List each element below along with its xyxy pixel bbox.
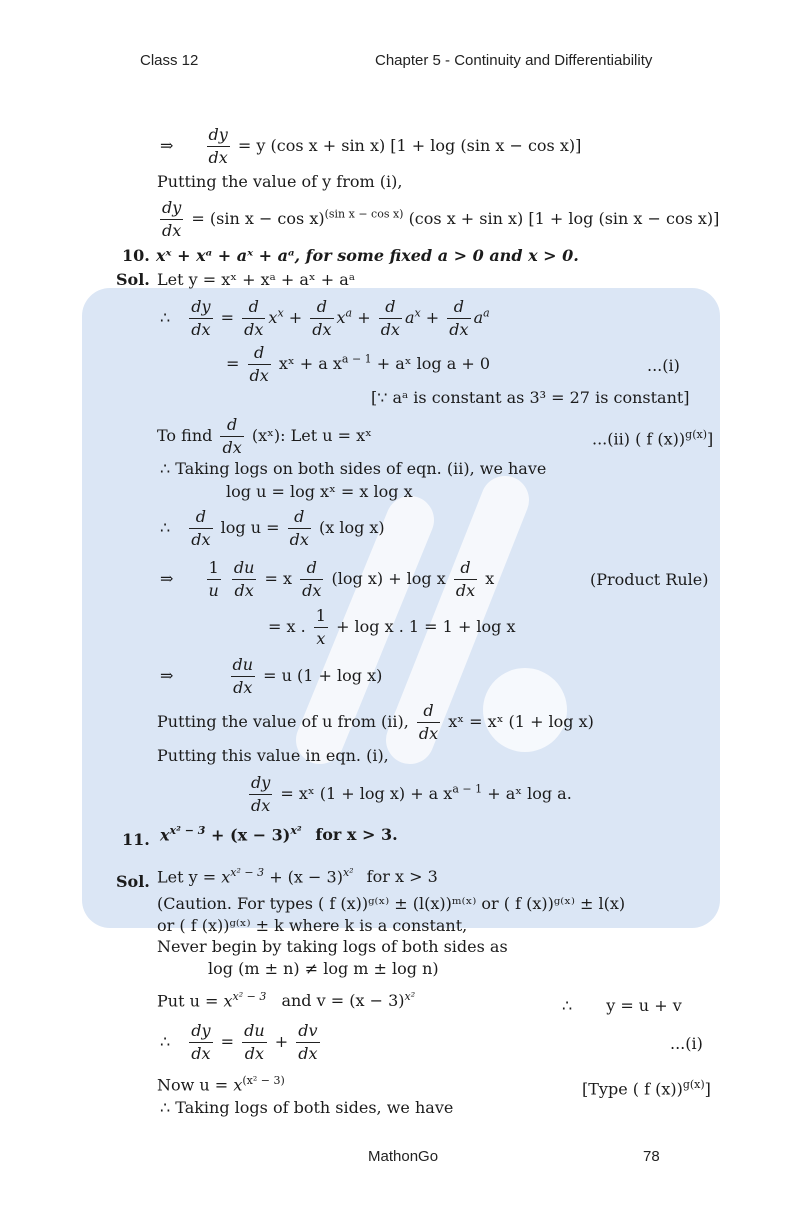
question-number-11: 11. bbox=[122, 830, 150, 849]
equation-du-dx: ⇒ $\frac{du}{dx}$ = u (1 + log x) bbox=[160, 655, 383, 697]
reason-constant: [∵ aᵃ is constant as 3³ = 27 is constant] bbox=[371, 388, 690, 407]
equation-product-rule: ⇒ $\frac{1}{u}$ $\frac{du}{dx}$ = x $\frac{d}{dx}$ (log x) + log x $\frac{d}{dx}$ x bbox=[160, 558, 495, 600]
header-chapter: Chapter 5 - Continuity and Differentiability bbox=[375, 52, 653, 69]
caution-line-1: (Caution. For types ( f (x))ᵍ⁽ˣ⁾ ± (l(x))ᵐ⁽ˣ⁾ or ( f (x))ᵍ⁽ˣ⁾ ± l(x) bbox=[157, 894, 626, 913]
text-taking-logs-11: ∴ Taking logs of both sides, we have bbox=[160, 1098, 454, 1117]
text-taking-logs: ∴ Taking logs on both sides of eqn. (ii), we have bbox=[160, 459, 547, 478]
tag-i-11: ...(i) bbox=[670, 1034, 703, 1053]
solution-label: Sol. bbox=[116, 270, 150, 289]
now-u: Now $u = x^{(x^2 - 3)}$ bbox=[157, 1074, 285, 1095]
therefore-y: ∴ y = u + v bbox=[562, 996, 682, 1015]
caution-line-4: log (m ± n) ≠ log m ± log n) bbox=[208, 959, 439, 978]
type-tag: [Type ( f (x))$^{g(x)}$] bbox=[582, 1078, 711, 1099]
equation-sum-derivative: ∴ $\frac{dy}{dx}$ = $\frac{d}{dx}$ $x^x$ + $\frac{d}{dx}$ $x^a$ + $\frac{d}{dx}$ $a^x$ + $\frac{d}{dx}$ $a^a$ bbox=[160, 297, 490, 339]
header-class: Class 12 bbox=[140, 52, 199, 69]
equation-log-u: log u = log xˣ = x log x bbox=[226, 482, 413, 501]
equation-simplify: = x . $\frac{1}{x}$ + log x . 1 = 1 + log x bbox=[268, 606, 516, 648]
caution-line-2: or ( f (x))ᵍ⁽ˣ⁾ ± k where k is a constant, bbox=[157, 916, 468, 935]
caution-line-3: Never begin by taking logs of both sides as bbox=[157, 937, 508, 956]
text-putting-u: Putting the value of u from (ii), $\frac{d}{dx}$ xˣ = xˣ (1 + log x) bbox=[157, 701, 594, 743]
solution-let: Let y = xˣ + xᵃ + aˣ + aᵃ bbox=[157, 270, 355, 289]
question-10: xˣ + xᵃ + aˣ + aᵃ, for some fixed a > 0 and x > 0. bbox=[156, 246, 579, 265]
solution-let-11: Let $y = x^{x^2 - 3} + (x - 3)^{x^2}$ for x > 3 bbox=[157, 866, 438, 887]
equation-dydx: $\frac{dy}{dx}$ = (sin x − cos x)$^{(sin x - cos x)}$ (cos x + sin x) [1 + log (sin x − cos x)] bbox=[162, 198, 720, 240]
step-implies: ⇒ $\frac{dy}{dx}$ = y (cos x + sin x) [1 + log (sin x − cos x)] bbox=[160, 125, 582, 167]
to-find-line: To find $\frac{d}{dx}$ (xˣ): Let u = xˣ bbox=[157, 415, 372, 457]
page-number: 78 bbox=[643, 1148, 660, 1165]
question-number-10: 10. bbox=[122, 246, 150, 265]
equation-step-2: = $\frac{d}{dx}$ xˣ + a $x^{a - 1}$ + aˣ log a + 0 bbox=[226, 343, 491, 385]
put-u-v: Put $u = x^{x^2 - 3}$ and $v = (x - 3)^{x^2}$ bbox=[157, 990, 416, 1011]
tag-product-rule: (Product Rule) bbox=[590, 570, 709, 589]
text-putting-value: Putting this value in eqn. (i), bbox=[157, 746, 389, 765]
solution-label-11: Sol. bbox=[116, 872, 150, 891]
equation-d-log-u: ∴ $\frac{d}{dx}$ log u = $\frac{d}{dx}$ (x log x) bbox=[160, 507, 385, 549]
equation-final-10: $\frac{dy}{dx}$ = xˣ (1 + log x) + a $x^{a - 1}$ + aˣ log a. bbox=[251, 773, 572, 815]
tag-i: ...(i) bbox=[647, 356, 680, 375]
tag-ii: ...(ii) ( f (x))$^{g(x)}$] bbox=[592, 428, 714, 449]
question-11: $x^{x^2 - 3} + (x - 3)^{x^2}$ for x > 3. bbox=[160, 824, 398, 845]
text-line: Putting the value of y from (i), bbox=[157, 172, 403, 191]
equation-dy-du-dv: ∴ $\frac{dy}{dx}$ = $\frac{du}{dx}$ + $\frac{dv}{dx}$ bbox=[160, 1021, 318, 1063]
footer-brand: MathonGo bbox=[368, 1148, 439, 1165]
